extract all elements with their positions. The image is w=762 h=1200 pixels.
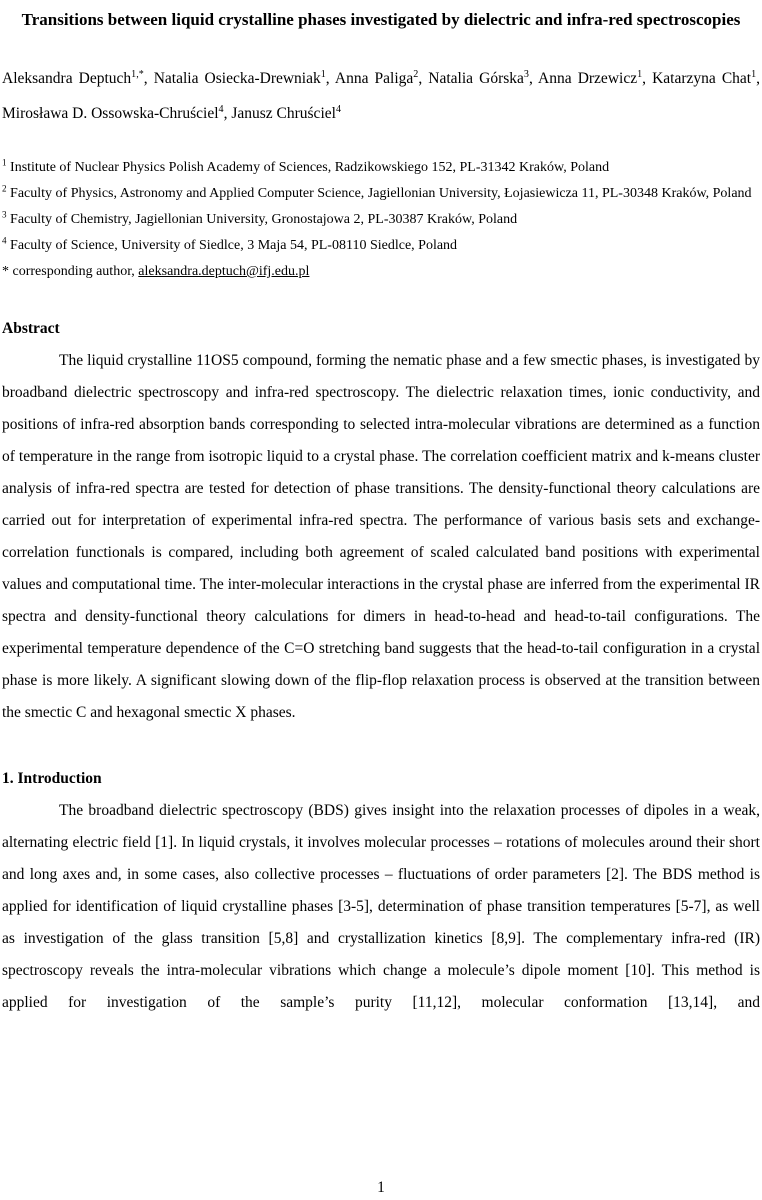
author-separator: , [642, 70, 653, 87]
author-separator: , [756, 70, 761, 87]
affiliation-line [2, 155, 760, 181]
introduction-text: The broadband dielectric spectroscopy (BDS) gives insight into the relaxation processes of dipoles in a weak, alternating electric field [1]. In liquid crystals, it involves molecular processes – rotations of molecules around their short and long axes and, in some cases, also collective processes – fluctuations of order parameters [2]. The BDS method is applied for identification of liquid crystalline phases [3-5], determination of phase transition temperatures [5-7], as well as investigation of the glass transition [5,8] and crystallization kinetics [8,9]. The complementary infra-red (IR) spectroscopy reveals the intra-molecular vibrations which change a molecule’s dipole moment [10]. This method is applied for investigation of the sample’s purity [11,12], molecular conformation [13,14], and [2, 802, 760, 1011]
author-name: Janusz Chruściel [231, 105, 336, 122]
author-name: Katarzyna Chat [652, 70, 752, 87]
corresponding-author-line [2, 259, 760, 285]
author-separator: , [223, 105, 232, 122]
affiliation-text: Institute of Nuclear Physics Polish Academy of Sciences, Radzikowskiego 152, PL-31342 Kraków, Poland [6, 160, 610, 175]
affiliation-superscript: 4 [2, 235, 7, 246]
affiliation-superscript: 1 [2, 157, 7, 168]
author-superscript: 1,* [131, 68, 144, 80]
abstract-heading: Abstract [2, 320, 60, 337]
author-superscript: 1 [637, 68, 643, 80]
author-name: Anna Paliga [334, 70, 414, 87]
author-superscript: 1 [320, 68, 326, 80]
author-separator: , [325, 70, 335, 87]
author-superscript: 3 [523, 68, 529, 80]
affiliation-text: Faculty of Chemistry, Jagiellonian University, Gronostajowa 2, PL-30387 Kraków, Poland [6, 212, 518, 227]
author-superscript: 1 [751, 68, 757, 80]
affiliation-superscript: 2 [2, 183, 7, 194]
affiliation-line [2, 181, 760, 207]
author-name: Mirosława D. Ossowska-Chruściel [2, 105, 219, 122]
affiliations-block [2, 155, 760, 285]
corresponding-author-email[interactable]: aleksandra.deptuch@ifj.edu.pl [138, 264, 310, 279]
introduction-heading: 1. Introduction [2, 770, 102, 787]
author-separator: , [418, 70, 429, 87]
paper-title: Transitions between liquid crystalline phases investigated by dielectric and infra-red spectroscopies [21, 10, 741, 29]
author-name: Natalia Górska [428, 70, 524, 87]
author-separator: , [143, 70, 154, 87]
author-superscript: 2 [413, 68, 419, 80]
author-separator: , [528, 70, 539, 87]
author-superscript: 4 [335, 103, 341, 115]
affiliation-text: Faculty of Science, University of Siedlce, 3 Maja 54, PL-08110 Siedlce, Poland [6, 238, 458, 253]
affiliation-superscript: 3 [2, 209, 7, 220]
affiliation-text: Faculty of Physics, Astronomy and Applied Computer Science, Jagiellonian University, Łojasiewicza 11, PL-30348 Kraków, Poland [6, 186, 752, 201]
affiliation-line [2, 233, 760, 259]
affiliation-line [2, 207, 760, 233]
author-name: Aleksandra Deptuch [2, 70, 132, 87]
author-superscript: 4 [218, 103, 224, 115]
corresponding-author-marker: * [2, 264, 9, 279]
page-number: 1 [377, 1179, 385, 1196]
author-name: Natalia Osiecka-Drewniak [153, 70, 321, 87]
author-list [2, 61, 760, 131]
corresponding-author-label: corresponding author, [9, 264, 139, 279]
author-name: Anna Drzewicz [538, 70, 638, 87]
abstract-text: The liquid crystalline 11OS5 compound, forming the nematic phase and a few smectic phases, is investigated by broadband dielectric spectroscopy and infra-red spectroscopy. The dielectric relaxation times, ionic conductivity, and positions of infra-red absorption bands corresponding to selected intra-molecular vibrations are determined as a function of temperature in the range from isotropic liquid to a crystal phase. The correlation coefficient matrix and k-means cluster analysis of infra-red spectra are tested for detection of phase transitions. The density-functional theory calculations are carried out for interpretation of experimental infra-red spectra. The performance of various basis sets and exchange-correlation functionals is compared, including both agreement of scaled calculated band positions with experimental values and computational time. The inter-molecular interactions in the crystal phase are inferred from the experimental IR spectra and density-functional theory calculations for dimers in head-to-head and head-to-tail configurations. The experimental temperature dependence of the C=O stretching band suggests that the head-to-tail configuration in a crystal phase is more likely. A significant slowing down of the flip-flop relaxation process is observed at the transition between the smectic C and hexagonal smectic X phases. [2, 352, 760, 721]
